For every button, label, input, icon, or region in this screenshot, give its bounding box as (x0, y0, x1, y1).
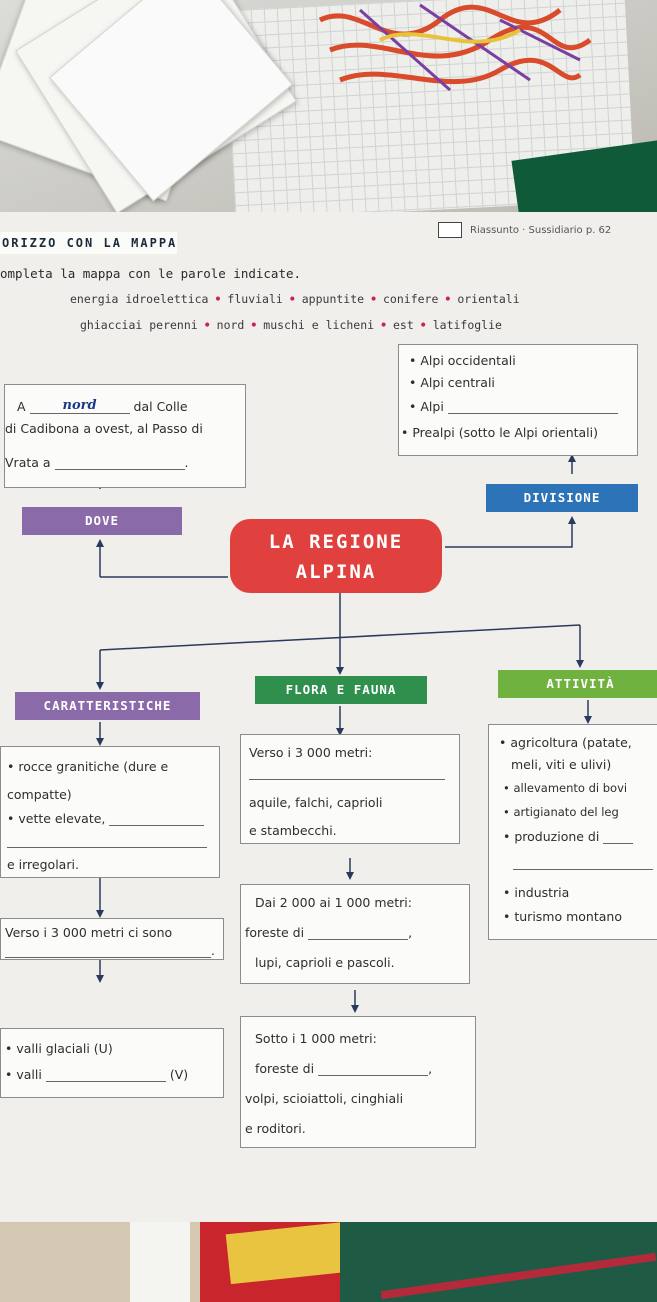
division-item-text: Alpi occidentali (420, 353, 516, 368)
region-title (230, 519, 442, 593)
attivita-box (488, 724, 657, 940)
word-chip: muschi e licheni (263, 318, 375, 332)
car-box2-text: Verso i 3 000 metri ci sono (5, 925, 173, 940)
division-item: • Alpi centrali (409, 375, 495, 390)
att-item-cont: meli, viti e ulivi) (511, 757, 612, 772)
car-blank[interactable] (7, 847, 207, 848)
car-blank[interactable] (109, 825, 204, 826)
flora-text: Dai 2 000 ai 1 000 metri: (255, 895, 412, 910)
caratteristiche-box-1 (0, 746, 220, 878)
division-item-text: Alpi centrali (420, 375, 495, 390)
att-item: • allevamento di bovi (503, 781, 628, 795)
instruction-text: ompleta la mappa con le parole indicate. (0, 266, 302, 281)
flora-text: e stambecchi. (249, 823, 337, 838)
word-chip: orientali (457, 292, 520, 306)
att-blank-line (513, 855, 653, 870)
white-folder (130, 1222, 190, 1302)
riassunto-text: Riassunto · Sussidiario p. 62 (470, 225, 612, 236)
dove-line-1 (17, 397, 188, 414)
flora-text: foreste di (245, 925, 305, 940)
label-divisione: DIVISIONE (486, 484, 638, 512)
car-item-text: rocce granitiche (dure e (18, 759, 169, 774)
division-item-text: Alpi (420, 399, 444, 414)
word-chip: nord (216, 318, 245, 332)
division-box (398, 344, 638, 456)
att-blank[interactable] (603, 843, 633, 844)
flora-text: aquile, falchi, caprioli (249, 795, 383, 810)
att-item-text: allevamento di bovi (513, 781, 628, 795)
flora-text: Verso i 3 000 metri: (249, 745, 373, 760)
label-caratteristiche: CARATTERISTICHE (15, 692, 200, 720)
car-item: • rocce granitiche (dure e (7, 759, 169, 774)
flora-blank[interactable] (318, 1075, 428, 1076)
bullet-icon: • (419, 318, 427, 332)
att-item-text: industria (514, 885, 570, 900)
dove-line-3-text: Vrata a (5, 455, 51, 470)
flora-text: volpi, scioiattoli, cinghiali (245, 1091, 404, 1106)
flora-text: foreste di (255, 1061, 315, 1076)
dove-blank-1[interactable] (30, 397, 130, 414)
label-attivita: ATTIVITÀ (498, 670, 657, 698)
car-item-text: (V) (169, 1067, 189, 1082)
word-chip: energia idroelettica (70, 292, 209, 306)
bullet-icon: • (288, 292, 296, 306)
region-title-line-2: ALPINA (295, 561, 377, 583)
dove-blank-2[interactable] (55, 469, 185, 470)
car-item: • valli glaciali (U) (5, 1041, 113, 1056)
division-item-text: Prealpi (sotto le Alpi orientali) (412, 425, 599, 440)
flora-blank[interactable] (249, 779, 445, 780)
flora-text: lupi, caprioli e pascoli. (255, 955, 395, 970)
flora-text: e roditori. (245, 1121, 306, 1136)
word-chip: ghiacciai perenni (80, 318, 198, 332)
car-blank[interactable] (5, 957, 211, 958)
caratteristiche-box-2 (0, 918, 224, 960)
dove-prefix: A (17, 399, 26, 414)
car-item-cont: compatte) (7, 787, 72, 802)
flora-box-2 (240, 884, 470, 984)
car-item-text: valli (16, 1067, 42, 1082)
caratteristiche-box-3 (0, 1028, 224, 1098)
car-item-text: valli glaciali (U) (16, 1041, 113, 1056)
word-chip: fluviali (227, 292, 283, 306)
att-item-text: turismo montano (514, 909, 622, 924)
division-item: • Alpi occidentali (409, 353, 516, 368)
label-dove: DOVE (22, 507, 182, 535)
car-item: • vette elevate, (7, 811, 204, 826)
dove-line-2: di Cadibona a ovest, al Passo di (5, 421, 203, 436)
att-item: • produzione di (503, 829, 633, 844)
dove-box (4, 384, 246, 488)
att-item: • artigianato del leg (503, 805, 619, 819)
division-blank[interactable] (448, 413, 618, 414)
dove-suffix: dal Colle (133, 399, 188, 414)
word-chip: conifere (383, 292, 439, 306)
att-blank[interactable] (513, 869, 653, 870)
bullet-icon: • (380, 318, 387, 332)
word-chip: latifoglie (432, 318, 502, 332)
car-item-cont: e irregolari. (7, 857, 79, 872)
dove-line-3 (5, 455, 189, 470)
att-item-text: artigianato del leg (513, 805, 619, 819)
division-item: • Prealpi (sotto le Alpi orientali) (401, 425, 599, 440)
dove-end: . (184, 455, 189, 470)
bullet-icon: • (370, 292, 377, 306)
flora-line: foreste di , (255, 1061, 433, 1076)
page-title: ORIZZO CON LA MAPPA (0, 232, 177, 254)
flora-box-3 (240, 1016, 476, 1148)
car-blank-line (7, 833, 207, 848)
flora-blank[interactable] (308, 939, 408, 940)
flora-line: foreste di , (245, 925, 413, 940)
handwritten-answer: nord (62, 398, 97, 413)
word-chip: appuntite (301, 292, 365, 306)
att-item: • turismo montano (503, 909, 622, 924)
flora-text: Sotto i 1 000 metri: (255, 1031, 377, 1046)
label-flora-fauna: FLORA E FAUNA (255, 676, 427, 704)
bullet-icon: • (444, 292, 452, 306)
flora-blank-line (249, 765, 445, 780)
att-item-text: agricoltura (patate, (510, 735, 632, 750)
word-chip: est (393, 318, 414, 332)
car-blank[interactable] (46, 1081, 166, 1082)
att-item: • industria (503, 885, 570, 900)
flora-box-1 (240, 734, 460, 844)
bullet-icon: • (203, 318, 211, 332)
region-title-line-1: LA REGIONE (268, 531, 404, 553)
car-item-text: vette elevate, (18, 811, 106, 826)
desk-bottom (0, 1222, 657, 1302)
att-item: • agricoltura (patate, (499, 735, 632, 750)
bullet-icon: • (214, 292, 222, 306)
car-box2-blank-line: . (5, 943, 215, 958)
car-item: • valli (V) (5, 1067, 189, 1082)
bullet-icon: • (250, 318, 258, 332)
att-item-text: produzione di (514, 829, 600, 844)
division-item: • Alpi (409, 399, 618, 414)
